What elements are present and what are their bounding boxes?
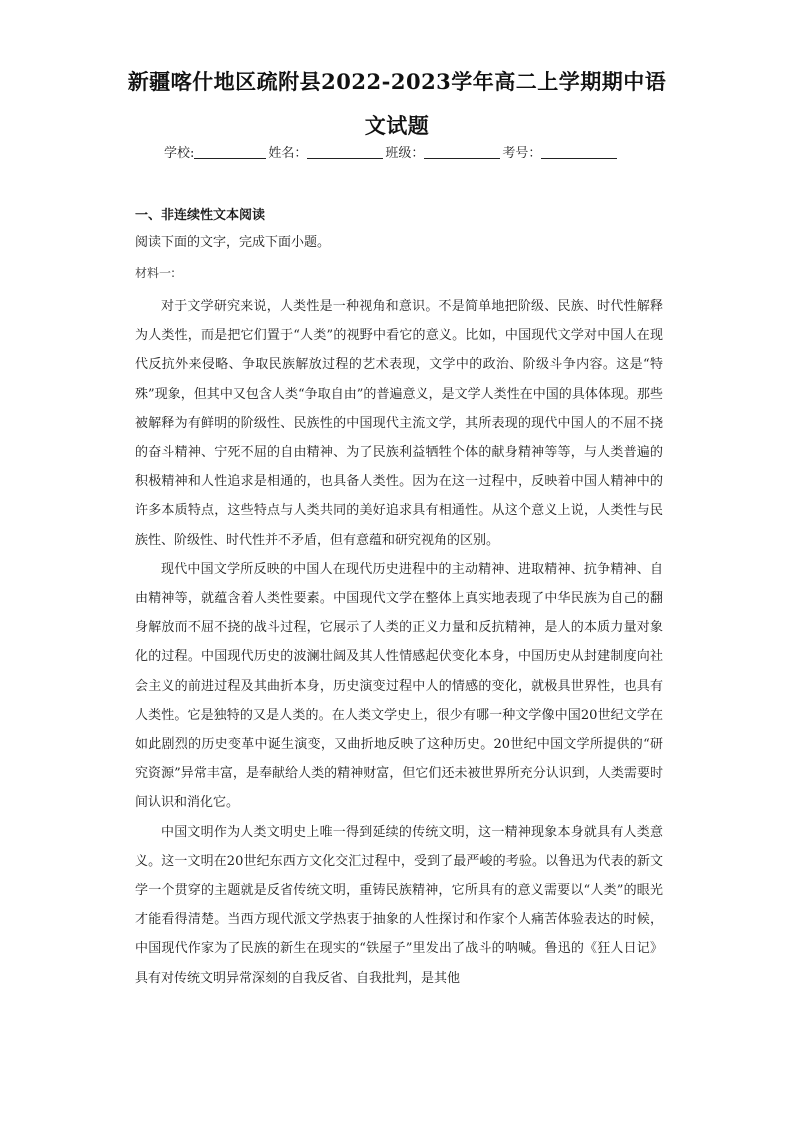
exam-title: 新疆喀什地区疏附县2022-2023学年高二上学期期中语文试题 bbox=[127, 69, 667, 138]
student-info-line bbox=[164, 144, 619, 164]
exam-number-label: 考号： bbox=[502, 146, 542, 161]
material-label: 材料一: bbox=[135, 266, 176, 280]
passage-paragraph-3: 中国文明作为人类文明史上唯一得到延续的传统文明，这一精神现象本身就具有人类意义。这一文明在20世纪东西方文化交汇过程中，受到了最严峻的考验。以鲁迅为代表的新文学一个贯穿的主题就是反省传统文明，重铸民族精神，它所具有的意义需要以“人类”的眼光才能看得清楚。当西方现代派文学热衷于抽象的人性探讨和作家个人痛苦体验表达的时候，中国现代作家为了民族的新生在现实的“铁屋子”里发出了战斗的呐喊。鲁迅的《狂人日记》具有对传统文明异常深刻的自我反省、自我批判，是其他 bbox=[135, 824, 663, 986]
exam-number-blank[interactable] bbox=[541, 144, 617, 159]
section-heading: 一、非连续性文本阅读 bbox=[135, 208, 266, 223]
class-label: 班级： bbox=[385, 146, 425, 161]
reading-passage bbox=[135, 292, 663, 993]
name-blank[interactable] bbox=[307, 144, 383, 159]
passage-paragraph-2: 现代中国文学所反映的中国人在现代历史进程中的主动精神、进取精神、抗争精神、自由精神等，就蕴含着人类性要素。中国现代文学在整体上真实地表现了中华民族为自己的翻身解放而不屈不挠的战斗过程，它展示了人类的正义力量和反抗精神，是人的本质力量对象化的过程。中国现代历史的波澜壮阔及其人性情感起伏变化本身，中国历史从封建制度向社会主义的前进过程及其曲折本身，历史演变过程中人的情感的变化，就极具世界性，也具有人类性。它是独特的又是人类的。在人类文学史上，很少有哪一种文学像中国20世纪文学在如此剧烈的历史变革中诞生演变，又曲折地反映了这种历史。20世纪中国文学所提供的“研究资源”异常丰富，是奉献给人类的精神财富，但它们还未被世界所充分认识到，人类需要时间认识和消化它。 bbox=[135, 561, 663, 811]
school-label: 学校: bbox=[164, 146, 195, 161]
class-blank[interactable] bbox=[424, 144, 500, 159]
reading-instruction: 阅读下面的文字，完成下面小题。 bbox=[135, 235, 331, 250]
school-blank[interactable] bbox=[194, 144, 266, 159]
passage-paragraph-1: 对于文学研究来说，人类性是一种视角和意识。不是简单地把阶级、民族、时代性解释为人类性，而是把它们置于“人类”的视野中看它的意义。比如，中国现代文学对中国人在现代反抗外来侵略、争取民族解放过程的艺术表现，文学中的政治、阶级斗争内容。这是“特殊”现象，但其中又包含人类“争取自由”的普遍意义，是文学人类性在中国的具体体现。那些被解释为有鲜明的阶级性、民族性的中国现代主流文学，其所表现的现代中国人的不屈不挠的奋斗精神、宁死不屈的自由精神、为了民族利益牺牲个体的献身精神等等，与人类普遍的积极精神和人性追求是相通的，也具备人类性。因为在这一过程中，反映着中国人精神中的许多本质特点，这些特点与人类共同的美好追求具有相通性。从这个意义上说，人类性与民族性、阶级性、时代性并不矛盾，但有意蕴和研究视角的区别。 bbox=[135, 299, 663, 548]
name-label: 姓名： bbox=[268, 146, 308, 161]
